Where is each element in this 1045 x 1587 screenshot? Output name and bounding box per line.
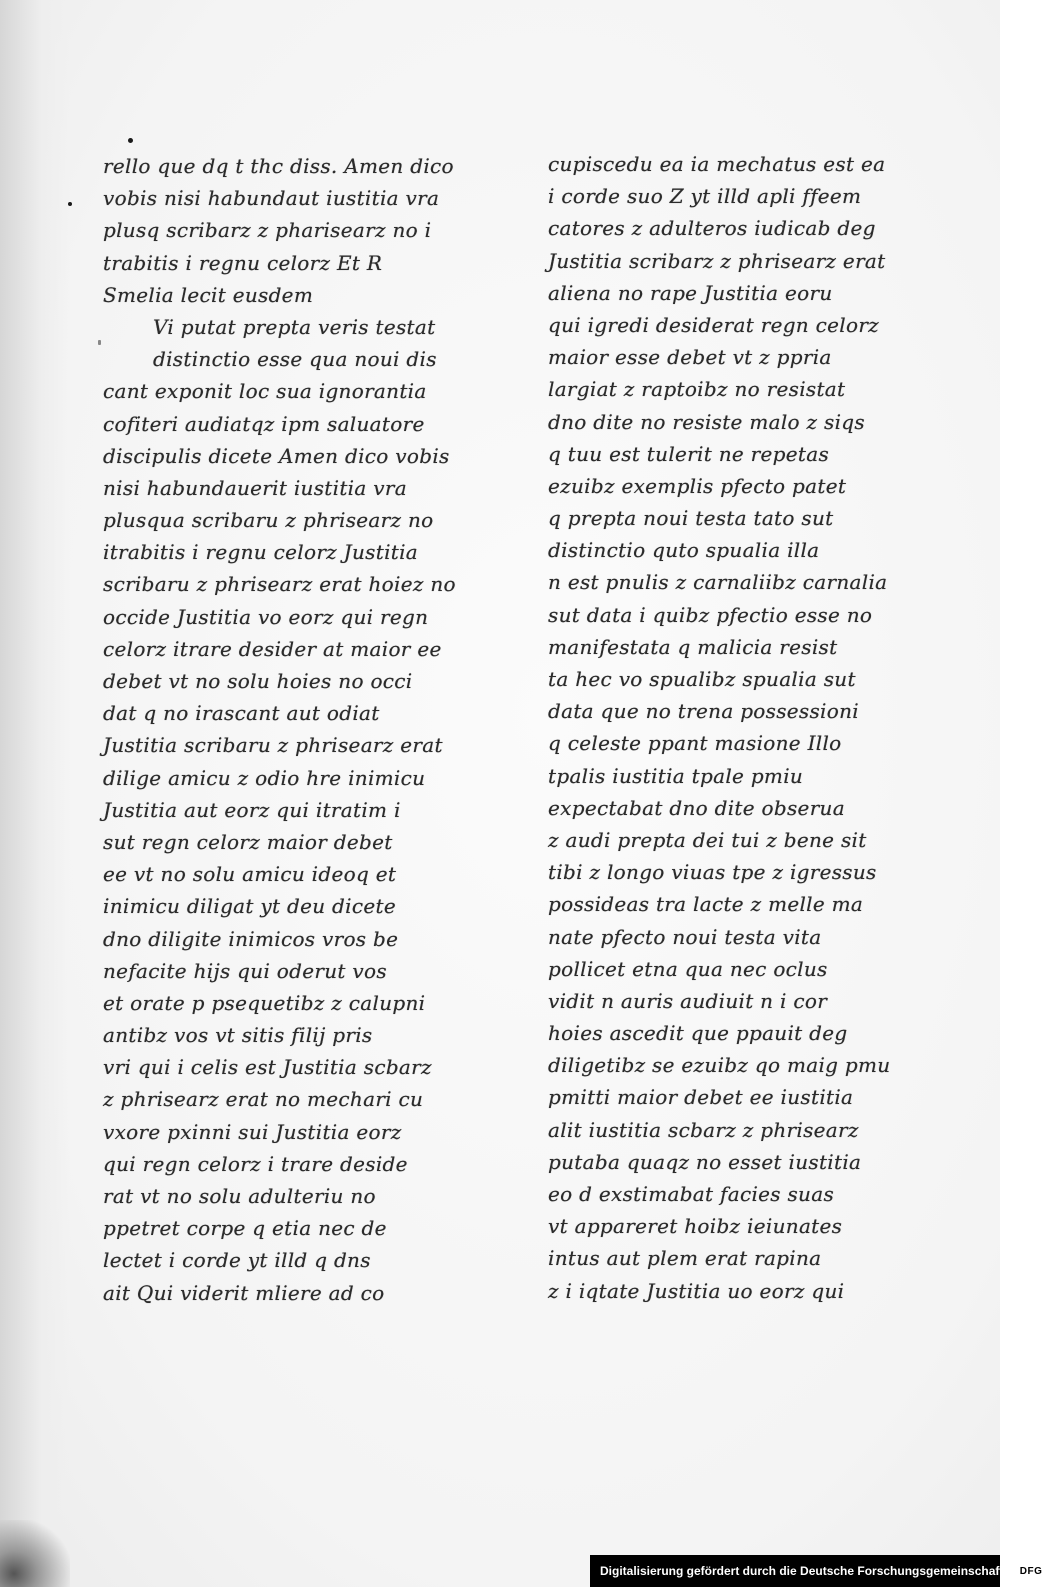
manuscript-line: tpalis iustitia tpale pmiu (548, 763, 804, 788)
manuscript-line: plusq scribarz z pharisearz no i (103, 218, 432, 243)
manuscript-line: plusqua scribaru z phrisearz no (103, 508, 434, 533)
manuscript-line: expectabat dno dite obserua (548, 795, 845, 820)
manuscript-line: diligetibz se ezuibz qo maig pmu (548, 1053, 891, 1078)
manuscript-line: alit iustitia scbarz z phrisearz (548, 1117, 859, 1142)
manuscript-line: hoies ascedit que ppauit deg (548, 1021, 848, 1046)
manuscript-line: z i iqtate Justitia uo eorz qui (548, 1278, 845, 1303)
ink-dot (98, 340, 101, 345)
manuscript-line: cofiteri audiatqz ipm saluatore (103, 411, 425, 436)
binding-gutter-shadow (0, 0, 70, 1587)
manuscript-line: sut regn celorz maior debet (103, 829, 393, 854)
manuscript-line: ee vt no solu amicu ideoq et (103, 862, 397, 887)
manuscript-line: ezuibz exemplis pfecto patet (548, 473, 847, 498)
dfg-logo: DFG (1017, 1565, 1045, 1578)
manuscript-line: distinctio esse qua noui dis (153, 347, 437, 372)
manuscript-line: celorz itrare desider at maior ee (103, 636, 442, 661)
manuscript-line: cant exponit loc sua ignorantia (103, 379, 427, 404)
manuscript-line: tibi z longo viuas tpe z igressus (548, 860, 877, 885)
manuscript-line: cupiscedu ea ia mechatus est ea (548, 152, 886, 176)
manuscript-line: i corde suo Z yt illd apli ffeem (548, 184, 862, 209)
manuscript-line: lectet i corde yt illd q dns (103, 1248, 371, 1273)
manuscript-line: vxore pxinni sui Justitia eorz (103, 1119, 402, 1144)
manuscript-line: ta hec vo spualibz spualia sut (548, 667, 856, 691)
page-edge-smudge (0, 1520, 70, 1587)
digitization-credit-text: Digitalisierung gefördert durch die Deutsche Forschungsgemeinschaft - (600, 1564, 1011, 1578)
left-text-column (103, 150, 503, 1309)
manuscript-line: nate pfecto noui testa vita (548, 924, 822, 949)
manuscript-line: sut data i quibz pfectio esse no (548, 602, 873, 627)
manuscript-line: vt appareret hoibz ieiunates (548, 1214, 843, 1239)
manuscript-line: maior esse debet vt z ppria (548, 345, 832, 370)
manuscript-line: vri qui i celis est Justitia scbarz (103, 1055, 432, 1080)
manuscript-line: inimicu diligat yt deu dicete (103, 894, 396, 919)
manuscript-line: q prepta noui testa tato sut (548, 506, 834, 531)
manuscript-line: dilige amicu z odio hre inimicu (103, 765, 426, 790)
manuscript-line: occide Justitia vo eorz qui regn (103, 604, 429, 629)
manuscript-line: debet vt no solu hoies no occi (103, 669, 413, 693)
manuscript-line: aliena no rape Justitia eoru (548, 280, 833, 305)
manuscript-line: n est pnulis z carnaliibz carnalia (548, 570, 888, 595)
manuscript-line: catores z adulteros iudicab deg (548, 216, 876, 241)
manuscript-line: trabitis i regnu celorz Et R (103, 250, 383, 275)
manuscript-line: Smelia lecit eusdem (103, 282, 314, 307)
manuscript-line: pmitti maior debet ee iustitia (548, 1085, 854, 1110)
manuscript-line: antibz vos vt sitis filij pris (103, 1023, 373, 1048)
manuscript-line: distinctio quto spualia illa (548, 538, 820, 563)
manuscript-line: dno dite no resiste malo z siqs (548, 409, 865, 434)
manuscript-line: z audi prepta dei tui z bene sit (548, 827, 867, 852)
manuscript-line: ppetret corpe q etia nec de (103, 1216, 387, 1241)
manuscript-line: Vi putat prepta veris testat (153, 314, 436, 339)
ink-dot (128, 138, 133, 143)
manuscript-line: qui regn celorz i trare deside (103, 1151, 408, 1176)
manuscript-line: rello que dq t thc diss. Amen dico (103, 154, 454, 178)
manuscript-line: vidit n auris audiuit n i cor (548, 988, 828, 1013)
manuscript-line: qui igredi desiderat regn celorz (548, 312, 880, 337)
manuscript-line: largiat z raptoibz no resistat (548, 377, 846, 402)
ink-dot (68, 202, 72, 206)
manuscript-line: et orate p psequetibz z calupni (103, 990, 426, 1015)
manuscript-line: discipulis dicete Amen dico vobis (103, 443, 450, 468)
manuscript-line: ait Qui viderit mliere ad co (103, 1280, 385, 1305)
right-text-column (548, 148, 948, 1307)
manuscript-line: nefacite hijs qui oderut vos (103, 958, 387, 983)
manuscript-line: pollicet etna qua nec oclus (548, 956, 828, 981)
manuscript-line: scribaru z phrisearz erat hoiez no (103, 572, 456, 597)
manuscript-line: dat q no irascant aut odiat (103, 701, 380, 726)
manuscript-line: possideas tra lacte z melle ma (548, 892, 864, 917)
manuscript-line: nisi habundauerit iustitia vra (103, 475, 407, 500)
manuscript-line: z phrisearz erat no mechari cu (103, 1087, 424, 1112)
manuscript-line: manifestata q malicia resist (548, 634, 838, 659)
manuscript-line: vobis nisi habundaut iustitia vra (103, 186, 440, 211)
manuscript-line: q celeste ppant masione Illo (548, 731, 842, 756)
manuscript-line: Justitia aut eorz qui itratim i (103, 797, 401, 822)
manuscript-line: putaba quaqz no esset iustitia (548, 1149, 862, 1174)
manuscript-line: dno diligite inimicos vros be (103, 926, 399, 951)
manuscript-line: data que no trena possessioni (548, 699, 859, 724)
digitization-credit-bar (590, 1555, 1043, 1587)
manuscript-line: Justitia scribarz z phrisearz erat (548, 248, 886, 273)
manuscript-line: q tuu est tulerit ne repetas (548, 441, 830, 466)
manuscript-line: itrabitis i regnu celorz Justitia (103, 540, 419, 565)
manuscript-line: intus aut plem erat rapina (548, 1246, 822, 1271)
manuscript-line: Justitia scribaru z phrisearz erat (103, 733, 443, 758)
manuscript-line: eo d exstimabat facies suas (548, 1182, 835, 1206)
manuscript-line: rat vt no solu adulteriu no (103, 1184, 376, 1208)
